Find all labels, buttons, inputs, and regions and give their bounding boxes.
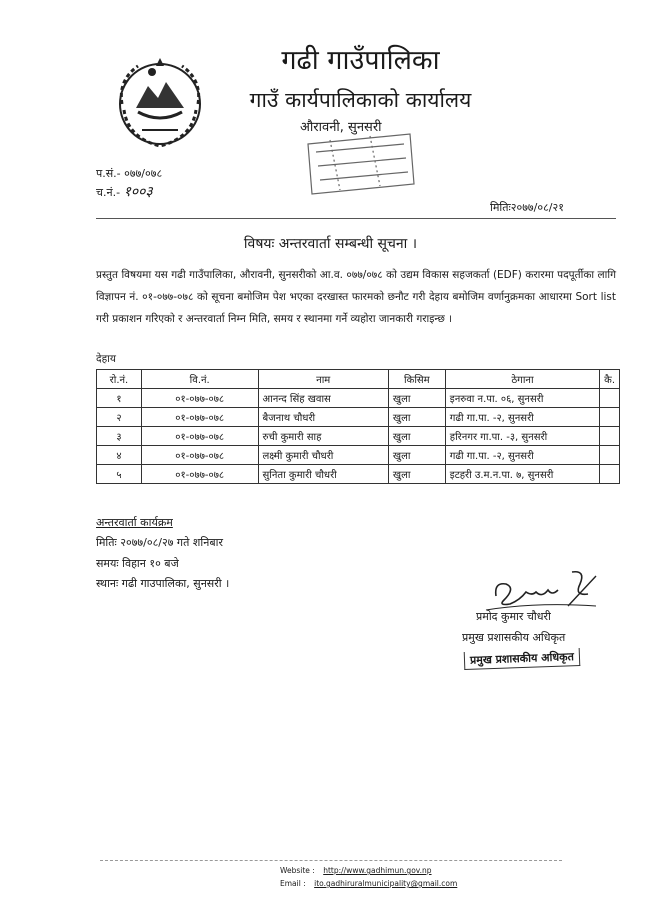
- cell-remarks: [600, 427, 620, 446]
- table-row: [97, 427, 620, 446]
- cell-address: हरिनगर गा.पा. -३, सुनसरी: [445, 427, 599, 446]
- org-name: गढी गाउँपालिका: [281, 45, 440, 76]
- reference-pa-sa: प.सं.- ०७७/०७८: [96, 167, 163, 180]
- cell-remarks: [600, 465, 620, 484]
- cell-address: इटहरी उ.म.न.पा. ७, सुनसरी: [445, 465, 599, 484]
- email-link[interactable]: ito.gadhiruralmunicipality@gmail.com: [314, 879, 458, 888]
- col-header-name: नाम: [258, 370, 388, 389]
- cell-name: बैजनाथ चौधरी: [258, 408, 388, 427]
- cell-vn: ०१-०७७-०७८: [141, 465, 258, 484]
- header-divider: [96, 218, 616, 219]
- table-row: [97, 389, 620, 408]
- cell-sn: ४: [97, 446, 142, 465]
- cell-name: रुची कुमारी साह: [258, 427, 388, 446]
- cell-sn: ३: [97, 427, 142, 446]
- cell-type: खुला: [388, 465, 445, 484]
- notice-subject: विषयः अन्तरवार्ता सम्बन्धी सूचना ।: [243, 236, 418, 252]
- website-link[interactable]: http://www.gadhimun.gov.np: [323, 866, 432, 875]
- cell-sn: २: [97, 408, 142, 427]
- candidate-table: [96, 369, 620, 484]
- cell-sn: ५: [97, 465, 142, 484]
- designation-stamp: प्रमुख प्रशासकीय अधिकृत: [464, 648, 580, 670]
- office-address: औरावनी, सुनसरी: [300, 120, 382, 135]
- cell-vn: ०१-०७७-०७८: [141, 408, 258, 427]
- cha-na-label: च.नं.-: [96, 186, 121, 199]
- cell-type: खुला: [388, 446, 445, 465]
- cell-address: इनरुवा न.पा. ०६, सुनसरी: [445, 389, 599, 408]
- cell-remarks: [600, 446, 620, 465]
- col-header-address: ठेगाना: [445, 370, 599, 389]
- cell-name: लक्ष्मी कुमारी चौधरी: [258, 446, 388, 465]
- cell-address: गढी गा.पा. -२, सुनसरी: [445, 408, 599, 427]
- cell-type: खुला: [388, 389, 445, 408]
- email-label: Email :: [280, 879, 306, 888]
- office-name: गाउँ कार्यपालिकाको कार्यालय: [249, 88, 472, 112]
- cell-name: आनन्द सिंह खवास: [258, 389, 388, 408]
- issue-date: मितिः२०७७/०८/२१: [490, 201, 564, 214]
- programme-date: मितिः २०७७/०८/२७ गते शनिबार: [96, 536, 223, 549]
- cell-name: सुनिता कुमारी चौधरी: [258, 465, 388, 484]
- signatory-designation: प्रमुख प्रशासकीय अधिकृत: [462, 631, 566, 644]
- cell-sn: १: [97, 389, 142, 408]
- reference-cha-na: [96, 182, 153, 201]
- cell-vn: ०१-०७७-०७८: [141, 389, 258, 408]
- footer-website: [280, 866, 432, 875]
- cell-vn: ०१-०७७-०७८: [141, 427, 258, 446]
- notice-body: प्रस्तुत विषयमा यस गढी गाउँपालिका, औरावनी, सुनसरीको आ.व. ०७७/०७८ को उद्यम विकास सहजकर्ता (EDF) करारमा पदपूर्तीका लागि विज्ञापन नं. ०१-०७७-०७८ को सूचना बमोजिम पेश भएका दरखास्त फारमको छनौट गरी देहाय बमोजिम वर्णानुक्रमका आधारमा Sort list गरी प्रकाशन गरिएको र अन्तरवार्ता निम्न मिति, समय र स्थानमा गर्ने व्यहोरा जानकारी गराइन्छ ।: [96, 269, 616, 325]
- programme-title: अन्तरवार्ता कार्यक्रम: [96, 516, 173, 529]
- programme-place: स्थानः गढी गाउपालिका, सुनसरी ।: [96, 577, 230, 590]
- cha-na-value: १००३: [123, 184, 153, 200]
- cell-type: खुला: [388, 427, 445, 446]
- col-header-type: किसिम: [388, 370, 445, 389]
- cell-remarks: [600, 389, 620, 408]
- website-label: Website :: [280, 866, 315, 875]
- footer-divider: [100, 860, 562, 861]
- programme-time: समयः विहान १० बजे: [96, 557, 179, 570]
- col-header-sn: रो.नं.: [97, 370, 142, 389]
- cell-vn: ०१-०७७-०७८: [141, 446, 258, 465]
- cell-address: गढी गा.पा. -२, सुनसरी: [445, 446, 599, 465]
- table-header-row: [97, 370, 620, 389]
- table-row: [97, 465, 620, 484]
- cell-remarks: [600, 408, 620, 427]
- footer-email: [280, 879, 457, 888]
- table-row: [97, 446, 620, 465]
- table-row: [97, 408, 620, 427]
- table-label: देहाय: [96, 353, 116, 365]
- office-seal-stamp: [300, 130, 418, 198]
- cell-type: खुला: [388, 408, 445, 427]
- col-header-remarks: कै.: [600, 370, 620, 389]
- col-header-vn: वि.नं.: [141, 370, 258, 389]
- signatory-name: प्रमोद कुमार चौधरी: [476, 610, 551, 623]
